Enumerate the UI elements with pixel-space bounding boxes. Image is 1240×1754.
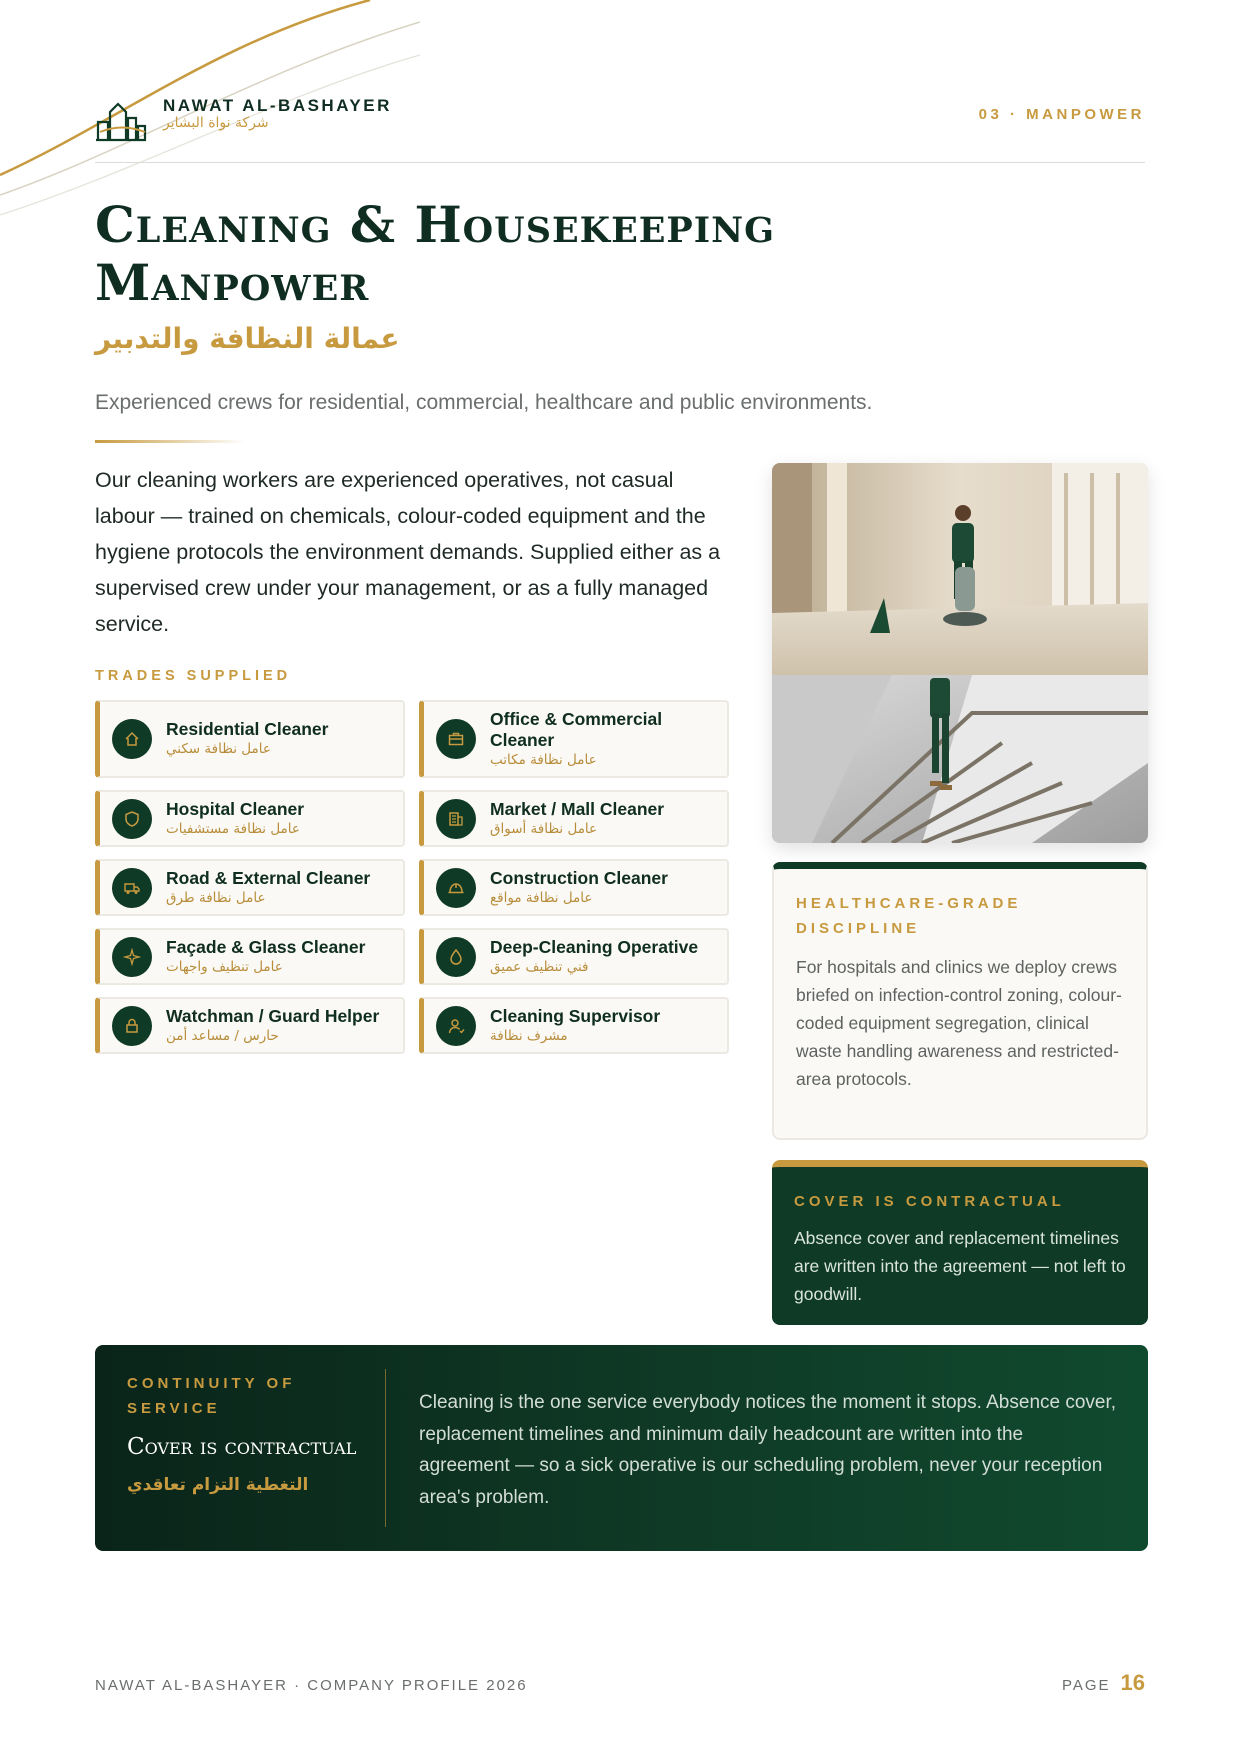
building-icon bbox=[436, 799, 476, 839]
trade-name: Hospital Cleaner bbox=[166, 798, 305, 819]
trade-card bbox=[419, 700, 729, 778]
banner-title: Cover is contractual bbox=[127, 1434, 357, 1460]
trade-card bbox=[419, 790, 729, 847]
page-subtitle: Experienced crews for residential, commercial, healthcare and public environments. bbox=[95, 391, 873, 414]
trade-name-arabic: عامل نظافة سكني bbox=[166, 741, 271, 757]
page-number: 16 bbox=[1120, 1670, 1145, 1695]
trade-name: Construction Cleaner bbox=[490, 867, 668, 888]
trade-name-arabic: حارس / مساعد أمن bbox=[166, 1027, 279, 1044]
brand-name-arabic: شركة نواة البشاير bbox=[163, 115, 269, 131]
trade-name-arabic: عامل نظافة مكاتب bbox=[490, 751, 597, 768]
trade-card bbox=[95, 997, 405, 1054]
trade-name: Façade & Glass Cleaner bbox=[166, 936, 366, 957]
trade-name: Cleaning Supervisor bbox=[490, 1005, 661, 1026]
cover-card-body: Absence cover and replacement timelines are written into the agreement — not left to goodwill. bbox=[794, 1228, 1126, 1304]
page-title-arabic: عمالة النظافة والتدبير bbox=[95, 322, 400, 355]
trades-heading: TRADES SUPPLIED bbox=[95, 668, 292, 684]
banner-text: Cleaning is the one service everybody notices the moment it stops. Absence cover, replacement timelines and minimum daily headcount are written into the agreement — so a sick operative is our scheduling problem, never your reception area's problem. bbox=[419, 1392, 1117, 1508]
page-header bbox=[95, 92, 1145, 164]
sparkle-icon bbox=[112, 937, 152, 977]
section-tag: 03 · MANPOWER bbox=[978, 106, 1145, 123]
cover-card-label: COVER IS CONTRACTUAL bbox=[794, 1193, 1065, 1210]
page-title: Cleaning & Housekeeping Manpower bbox=[95, 195, 775, 312]
trade-name: Market / Mall Cleaner bbox=[490, 798, 665, 819]
trade-name: Office & Commercial Cleaner bbox=[490, 708, 663, 750]
trade-card bbox=[95, 928, 405, 985]
trade-card bbox=[419, 928, 729, 985]
trade-card bbox=[95, 700, 405, 778]
banner-divider bbox=[385, 1369, 386, 1527]
healthcare-card bbox=[772, 862, 1148, 1140]
footer-company: NAWAT AL-BASHAYER · COMPANY PROFILE 2026 bbox=[95, 1677, 528, 1694]
house-icon bbox=[112, 719, 152, 759]
trade-name-arabic: فني تنظيف عميق bbox=[490, 958, 589, 975]
photo-panel bbox=[772, 463, 1148, 843]
gold-divider bbox=[95, 440, 245, 443]
header-divider bbox=[95, 162, 1145, 163]
trade-name-arabic: عامل نظافة أسواق bbox=[490, 820, 598, 837]
buildings-logo-icon bbox=[95, 96, 147, 142]
trade-card bbox=[419, 859, 729, 916]
continuity-banner bbox=[95, 1345, 1148, 1551]
trade-name-arabic: عامل نظافة مواقع bbox=[490, 889, 593, 906]
briefcase-icon bbox=[436, 719, 476, 759]
brand-name: NAWAT AL-BASHAYER bbox=[163, 96, 392, 115]
trade-card bbox=[95, 790, 405, 847]
floor-cleaning-photo bbox=[772, 463, 1148, 843]
trade-name-arabic: عامل نظافة مستشفيات bbox=[166, 820, 300, 837]
droplet-icon bbox=[436, 937, 476, 977]
cover-card bbox=[772, 1160, 1148, 1325]
trade-name: Watchman / Guard Helper bbox=[166, 1005, 380, 1026]
person-icon bbox=[436, 1006, 476, 1046]
trade-name-arabic: عامل تنظيف واجهات bbox=[166, 958, 283, 975]
healthcare-card-body: For hospitals and clinics we deploy crews briefed on infection-control zoning, colour-coded equipment segregation, clinical waste handling awareness and restricted-area protocols. bbox=[796, 957, 1122, 1089]
trades-grid bbox=[95, 700, 731, 1054]
trade-name: Road & External Cleaner bbox=[166, 867, 371, 888]
footer-page bbox=[1062, 1670, 1145, 1696]
page-label: PAGE bbox=[1061, 1677, 1111, 1694]
trade-name: Deep-Cleaning Operative bbox=[490, 936, 699, 957]
trade-name-arabic: مشرف نظافة bbox=[490, 1027, 568, 1044]
banner-title-arabic: التغطية التزام تعاقدي bbox=[127, 1475, 309, 1495]
shield-icon bbox=[112, 799, 152, 839]
trade-card bbox=[95, 859, 405, 916]
trade-card bbox=[419, 997, 729, 1054]
trade-name-arabic: عامل نظافة طرق bbox=[166, 889, 266, 906]
trade-name: Residential Cleaner bbox=[166, 719, 329, 739]
lock-icon bbox=[112, 1006, 152, 1046]
healthcare-card-label: HEALTHCARE-GRADE DISCIPLINE bbox=[796, 895, 1022, 937]
intro-paragraph: Our cleaning workers are experienced operatives, not casual labour — trained on chemicals, colour-coded equipment and the hygiene protocols the environment demands. Supplied either as a supervised crew under your management, or as a fully managed service. bbox=[95, 468, 721, 636]
banner-label: CONTINUITY OF SERVICE bbox=[127, 1375, 296, 1417]
truck-icon bbox=[112, 868, 152, 908]
hardhat-icon bbox=[436, 868, 476, 908]
